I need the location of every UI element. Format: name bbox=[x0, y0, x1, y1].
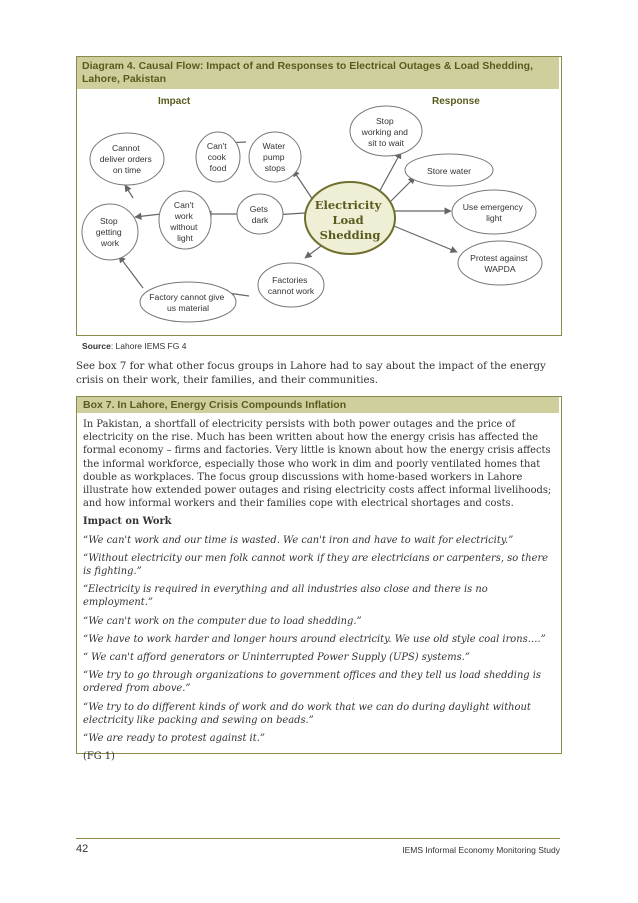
text-cant-cook: Can't cook food bbox=[206, 141, 227, 173]
node-factory-material bbox=[140, 282, 236, 322]
source-text: : Lahore IEMS FG 4 bbox=[110, 341, 187, 351]
text-gets-dark: Gets dark bbox=[249, 204, 269, 225]
arrow-work-to-getting bbox=[135, 214, 161, 217]
text-protest: Protest against WAPDA bbox=[470, 253, 528, 274]
box7-title: Box 7. In Lahore, Energy Crisis Compounds Inflation bbox=[83, 399, 347, 411]
text-factories: Factories cannot work bbox=[267, 275, 315, 296]
text-center-load-shedding: Electricity Load Shedding bbox=[314, 198, 382, 242]
quote: “We have to work harder and longer hours around electricity. We use old style coal irons….” bbox=[83, 633, 546, 645]
quote: “Without electricity our men folk cannot work if they are electricians or carpenters, so there is fighting.” bbox=[83, 552, 549, 578]
text-water-pump: Water pump stops bbox=[262, 141, 286, 173]
arrow-to-stop-working bbox=[377, 152, 401, 196]
arrow-getting-to-deliver bbox=[125, 185, 133, 198]
causal-flow-diagram bbox=[77, 90, 559, 332]
text-cant-work: Can't work without light bbox=[170, 200, 198, 243]
quote: “We can't work on the computer due to load shedding.” bbox=[83, 615, 362, 627]
quote: “ We can't afford generators or Uninterrupted Power Supply (UPS) systems.” bbox=[83, 652, 470, 664]
node-factories bbox=[258, 263, 324, 307]
footer-rule bbox=[76, 838, 560, 839]
quote: “Electricity is required in everything and all industries also close and there is no employment.” bbox=[83, 584, 488, 609]
page-number: 42 bbox=[76, 843, 89, 855]
arrow-to-protest bbox=[389, 224, 457, 252]
impact-on-work-heading: Impact on Work bbox=[83, 516, 172, 528]
arrow-to-store-water bbox=[391, 177, 415, 201]
quote: “We try to do different kinds of work and do work that we can do during daylight without electricity like packing and sewing on beads.” bbox=[83, 701, 531, 726]
text-store-water: Store water bbox=[427, 166, 471, 176]
diagram-source bbox=[82, 341, 186, 351]
text-cannot-deliver: Cannot deliver orders on time bbox=[99, 143, 152, 175]
quote: “We are ready to protest against it.” bbox=[83, 733, 265, 745]
quote: “We try to go through organizations to government offices and they tell us load shedding is ordered from above.” bbox=[83, 670, 541, 695]
node-emergency-light bbox=[452, 190, 536, 234]
text-stop-getting-work: Stop getting work bbox=[95, 216, 122, 248]
arrow-to-water-pump bbox=[293, 170, 313, 200]
box7-paragraph: In Pakistan, a shortfall of electricity persists with both power outages and the price of electricity on the rise. Much has been written about how the energy crisis has affected the formal economy – firms and factories. Very little is known about how the energy crisis affects the informal workforce, especially those who work in dim and poorly ventilated homes that double as workplaces. The focus group discussions with home-based workers in Lahore illustrate how extended power outages and rising electricity costs affect informal livelihoods; and how informal workers and their families cope with electrical shortages and costs. bbox=[83, 419, 552, 510]
box7-body bbox=[83, 418, 553, 768]
impact-label: Impact bbox=[158, 96, 191, 107]
source-label: Source bbox=[82, 341, 111, 351]
response-label: Response bbox=[432, 96, 480, 107]
quote: “We can't work and our time is wasted. We can't iron and have to wait for electricity.” bbox=[83, 534, 514, 546]
text-emergency-light: Use emergency light bbox=[462, 202, 523, 223]
node-gets-dark bbox=[237, 194, 283, 234]
text-stop-working: Stop working and sit to wait bbox=[361, 116, 408, 148]
text-factory-material: Factory cannot give us material bbox=[149, 292, 225, 313]
citation: (FG 1) bbox=[83, 751, 115, 763]
node-protest bbox=[458, 241, 542, 285]
running-title: IEMS Informal Economy Monitoring Study bbox=[402, 845, 560, 855]
intro-paragraph: See box 7 for what other focus groups in Lahore had to say about the impact of the energy crisis on their work, their families, and their communities. bbox=[76, 361, 546, 386]
diagram-title: Diagram 4. Causal Flow: Impact of and Responses to Electrical Outages & Load Shedding, Lahore, Pakistan bbox=[82, 60, 534, 85]
arrow-material-to-getting bbox=[119, 256, 143, 288]
